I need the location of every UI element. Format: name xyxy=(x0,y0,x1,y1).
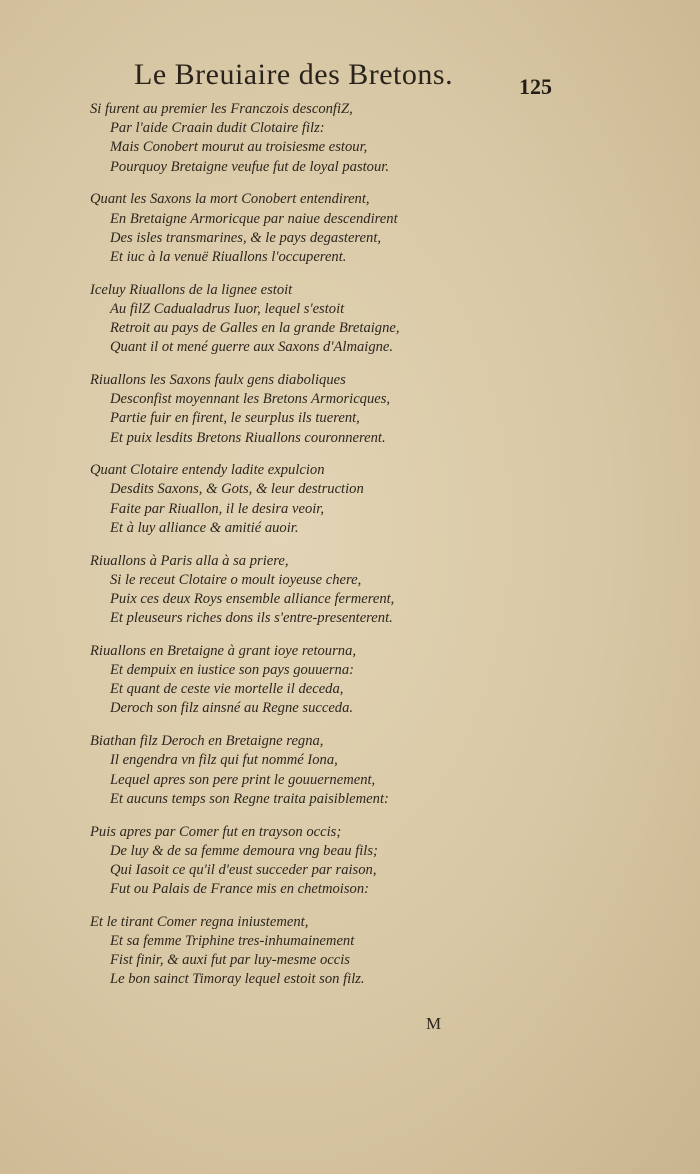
verse-line: Au filZ Cadualadrus Iuor, lequel s'estoit xyxy=(110,300,345,317)
verse-line: Et le tirant Comer regna iniustement, xyxy=(90,913,309,930)
verse-line: Lequel apres son pere print le gouuernement, xyxy=(110,771,376,788)
verse-line: Retroit au pays de Galles en la grande Bretaigne, xyxy=(110,320,400,337)
verse-line: Riuallons les Saxons faulx gens diaboliques xyxy=(90,371,346,388)
verse-line: Riuallons à Paris alla à sa priere, xyxy=(90,552,289,569)
verse-line: Quant il ot mené guerre aux Saxons d'Almaigne. xyxy=(110,339,394,356)
verse-line: Iceluy Riuallons de la lignee estoit xyxy=(90,281,293,298)
verse-line: Par l'aide Craain dudit Clotaire filz: xyxy=(110,120,325,137)
stanza xyxy=(90,371,510,448)
stanza xyxy=(90,642,510,719)
verse-line: Puix ces deux Roys ensemble alliance fermerent, xyxy=(110,590,395,607)
stanza xyxy=(90,190,510,267)
verse-line: Et à luy alliance & amitié auoir. xyxy=(110,519,299,536)
stanza xyxy=(90,461,510,538)
stanza xyxy=(90,100,510,177)
stanza xyxy=(90,552,510,629)
poem-body xyxy=(90,100,510,1003)
stanza xyxy=(90,281,510,358)
verse-line: Desconfist moyennant les Bretons Armoricques, xyxy=(110,391,391,408)
verse-line: Il engendra vn filz qui fut nommé Iona, xyxy=(110,752,338,769)
verse-line: Fist finir, & auxi fut par luy-mesme occis xyxy=(110,952,350,969)
verse-line: En Bretaigne Armoricque par naiue descendirent xyxy=(110,210,398,227)
verse-line: Et sa femme Triphine tres-inhumainement xyxy=(110,933,355,950)
verse-line: Si le receut Clotaire o moult ioyeuse chere, xyxy=(110,571,362,588)
verse-line: Partie fuir en firent, le seurplus ils tuerent, xyxy=(110,410,360,427)
page-number: 125 xyxy=(519,74,552,99)
verse-line: Et quant de ceste vie mortelle il deceda, xyxy=(110,681,344,698)
verse-line: Biathan filz Deroch en Bretaigne regna, xyxy=(90,733,324,750)
verse-line: De luy & de sa femme demoura vng beau fils; xyxy=(110,842,378,859)
stanza xyxy=(90,913,510,990)
verse-line: Puis apres par Comer fut en trayson occis; xyxy=(90,823,342,840)
verse-line: Pourquoy Bretaigne veufue fut de loyal pastour. xyxy=(110,158,389,175)
verse-line: Le bon sainct Timoray lequel estoit son filz. xyxy=(110,971,365,988)
verse-line: Desdits Saxons, & Gots, & leur destruction xyxy=(110,481,364,498)
stanza xyxy=(90,732,510,809)
verse-line: Des isles transmarines, & le pays degasterent, xyxy=(110,229,382,246)
verse-line: Qui Iasoit ce qu'il d'eust succeder par raison, xyxy=(110,861,377,878)
verse-line: Quant les Saxons la mort Conobert entendirent, xyxy=(90,191,370,208)
verse-line: Et dempuix en iustice son pays gouuerna: xyxy=(110,662,354,679)
verse-line: Et pleuseurs riches dons ils s'entre-presenterent. xyxy=(110,610,393,627)
verse-line: Et puix lesdits Bretons Riuallons couronnerent. xyxy=(110,429,386,446)
verse-line: Fut ou Palais de France mis en chetmoison: xyxy=(110,881,369,898)
verse-line: Si furent au premier les Franczois desconfiZ, xyxy=(90,101,353,117)
verse-line: Quant Clotaire entendy ladite expulcion xyxy=(90,462,325,479)
verse-line: Mais Conobert mourut au troisiesme estour, xyxy=(110,139,368,156)
running-title: Le Breuiaire des Bretons. xyxy=(134,58,454,91)
catchword: M xyxy=(426,1014,442,1033)
verse-line: Riuallons en Bretaigne à grant ioye retourna, xyxy=(90,642,357,659)
verse-line: Deroch son filz ainsné au Regne succeda. xyxy=(110,700,354,717)
verse-line: Et aucuns temps son Regne traita paisiblement: xyxy=(110,790,389,807)
stanza xyxy=(90,823,510,900)
verse-line: Et iuc à la venuë Riuallons l'occuperent. xyxy=(110,248,347,265)
verse-line: Faite par Riuallon, il le desira veoir, xyxy=(110,500,325,517)
